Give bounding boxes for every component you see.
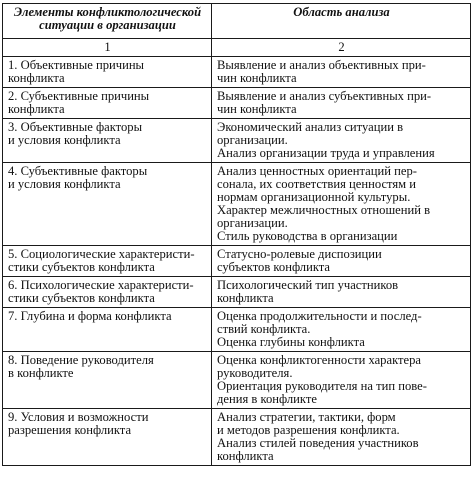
analysis-text-line: Экономический анализ ситуации в xyxy=(217,120,404,134)
element-cell xyxy=(3,246,212,277)
analysis-text-line: Оценка продолжительности и послед- xyxy=(217,309,422,323)
analysis-cell xyxy=(212,88,471,119)
analysis-cell xyxy=(212,246,471,277)
analysis-text-line: конфликта xyxy=(217,291,274,305)
analysis-text-line: организации. xyxy=(217,216,288,230)
element-text-line: 5. Социологические характеристи- xyxy=(8,247,195,261)
analysis-text-line: чин конфликта xyxy=(217,102,297,116)
table-row xyxy=(3,246,471,277)
analysis-paragraph xyxy=(217,279,466,305)
table-row xyxy=(3,409,471,466)
analysis-text-line: руководителя. xyxy=(217,366,293,380)
analysis-text-line: Анализ стилей поведения участников xyxy=(217,436,419,450)
conflict-analysis-table xyxy=(2,3,471,466)
analysis-text-line: Анализ ценностных ориентаций пер- xyxy=(217,164,417,178)
element-text-line: 6. Психологические характеристи- xyxy=(8,278,194,292)
analysis-cell xyxy=(212,277,471,308)
analysis-text-line: и методов разрешения конфликта. xyxy=(217,423,400,437)
analysis-paragraph xyxy=(217,90,466,116)
analysis-text-line: чин конфликта xyxy=(217,71,297,85)
analysis-text-line: Характер межличностных отношений в xyxy=(217,203,431,217)
analysis-paragraph xyxy=(217,336,466,349)
header-line: Элементы конфликтологической xyxy=(13,5,202,19)
analysis-text-line: Стиль руководства в организации xyxy=(217,229,398,243)
analysis-cell xyxy=(212,409,471,466)
analysis-text-line: Анализ стратегии, тактики, форм xyxy=(217,410,396,424)
analysis-cell xyxy=(212,119,471,163)
analysis-paragraph xyxy=(217,310,466,336)
analysis-paragraph xyxy=(217,147,466,160)
element-text-line: 7. Глубина и форма конфликта xyxy=(8,309,172,323)
element-cell xyxy=(3,277,212,308)
element-text-line: 9. Условия и возможности xyxy=(8,410,149,424)
element-text-line: конфликта xyxy=(8,71,65,85)
analysis-paragraph xyxy=(217,411,466,437)
table-row xyxy=(3,88,471,119)
element-text-line: разрешения конфликта xyxy=(8,423,132,437)
table-row xyxy=(3,119,471,163)
analysis-cell xyxy=(212,352,471,409)
table-row xyxy=(3,308,471,352)
analysis-text-line: субъектов конфликта xyxy=(217,260,331,274)
header-line: Область анализа xyxy=(293,5,390,19)
element-cell xyxy=(3,352,212,409)
analysis-text-line: Выявление и анализ субъективных при- xyxy=(217,89,432,103)
analysis-paragraph xyxy=(217,230,466,243)
analysis-text-line: Выявление и анализ объективных при- xyxy=(217,58,426,72)
column-number-row xyxy=(3,39,471,57)
column-number: 2 xyxy=(212,39,471,57)
element-text-line: стики субъектов конфликта xyxy=(8,291,155,305)
table-body xyxy=(3,57,471,466)
analysis-paragraph xyxy=(217,204,466,230)
element-text-line: 2. Субъективные причины xyxy=(8,89,150,103)
analysis-text-line: Оценка конфликтогенности характера xyxy=(217,353,422,367)
element-text-line: и условия конфликта xyxy=(8,133,121,147)
analysis-text-line: сонала, их соответствия ценностям и xyxy=(217,177,417,191)
analysis-text-line: Статусно-ролевые диспозиции xyxy=(217,247,382,261)
element-cell xyxy=(3,119,212,163)
element-text-line: и условия конфликта xyxy=(8,177,121,191)
table-row xyxy=(3,163,471,246)
analysis-text-line: Ориентация руководителя на тип пове- xyxy=(217,379,427,393)
analysis-text-line: ствий конфликта. xyxy=(217,322,311,336)
analysis-paragraph xyxy=(217,165,466,204)
element-cell xyxy=(3,409,212,466)
table-row xyxy=(3,277,471,308)
header-analysis xyxy=(212,4,471,39)
element-text-line: 3. Объективные факторы xyxy=(8,120,143,134)
analysis-paragraph xyxy=(217,121,466,147)
header-line: ситуации в организации xyxy=(39,18,176,32)
analysis-paragraph xyxy=(217,248,466,274)
element-text-line: 8. Поведение руководителя xyxy=(8,353,154,367)
element-text-line: стики субъектов конфликта xyxy=(8,260,155,274)
analysis-text-line: дения в конфликте xyxy=(217,392,317,406)
analysis-paragraph xyxy=(217,59,466,85)
analysis-cell xyxy=(212,308,471,352)
header-elements xyxy=(3,4,212,39)
analysis-text-line: конфликта xyxy=(217,449,274,463)
analysis-text-line: Анализ организации труда и управления xyxy=(217,146,435,160)
analysis-cell xyxy=(212,163,471,246)
analysis-paragraph xyxy=(217,354,466,380)
analysis-text-line: организации. xyxy=(217,133,288,147)
analysis-text-line: нормам организационной культуры. xyxy=(217,190,411,204)
element-cell xyxy=(3,163,212,246)
element-cell xyxy=(3,308,212,352)
element-text-line: конфликта xyxy=(8,102,65,116)
analysis-paragraph xyxy=(217,380,466,406)
analysis-text-line: Оценка глубины конфликта xyxy=(217,335,365,349)
analysis-text-line: Психологический тип участников xyxy=(217,278,399,292)
table-row xyxy=(3,352,471,409)
element-text-line: в конфликте xyxy=(8,366,74,380)
element-text-line: 1. Объективные причины xyxy=(8,58,145,72)
header-row xyxy=(3,4,471,39)
element-text-line: 4. Субъективные факторы xyxy=(8,164,148,178)
table-row xyxy=(3,57,471,88)
analysis-paragraph xyxy=(217,437,466,463)
analysis-cell xyxy=(212,57,471,88)
column-number: 1 xyxy=(3,39,212,57)
element-cell xyxy=(3,57,212,88)
element-cell xyxy=(3,88,212,119)
